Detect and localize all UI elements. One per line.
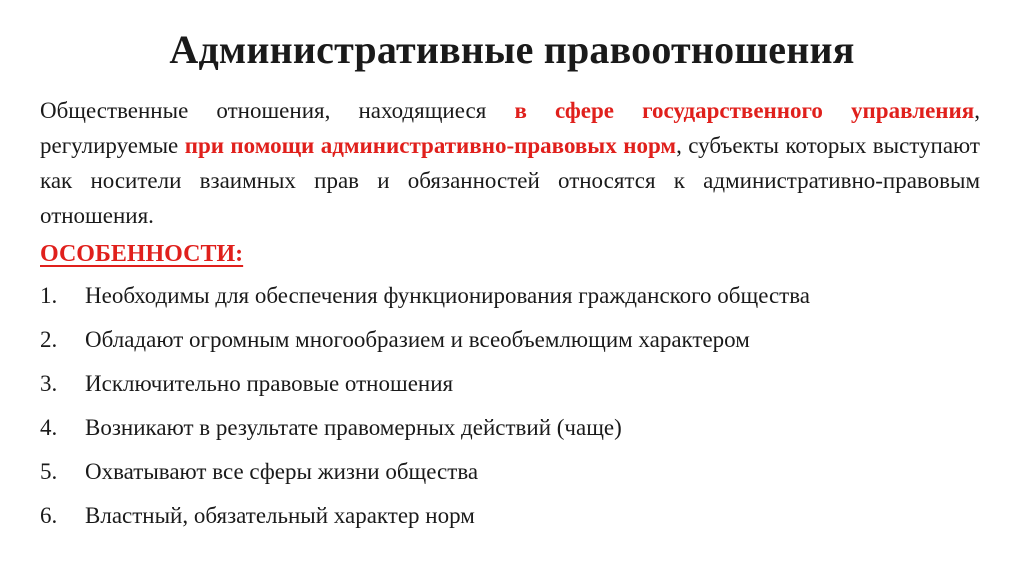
feature-number: 3. bbox=[40, 371, 58, 396]
definition-highlight-sphere: в сфере государственного управления bbox=[514, 98, 975, 123]
features-heading: ОСОБЕННОСТИ: bbox=[40, 241, 244, 267]
feature-item bbox=[40, 323, 1000, 367]
definition-text-part-2: , регулируемые bbox=[40, 98, 981, 158]
feature-item bbox=[40, 499, 1000, 543]
feature-text: Властный, обязательный характер норм bbox=[85, 503, 475, 528]
definition-text-part-1: Общественные отношения, находящиеся bbox=[40, 98, 515, 123]
feature-item bbox=[40, 411, 1000, 455]
feature-text: Исключительно правовые отношения bbox=[85, 371, 454, 396]
slide-title: Административные правоотношения bbox=[169, 27, 855, 72]
definition-paragraph bbox=[40, 93, 980, 233]
features-list bbox=[40, 279, 1000, 543]
definition-highlight-norms: при помощи административно-правовых норм bbox=[184, 133, 677, 158]
feature-number: 2. bbox=[40, 327, 58, 352]
feature-text: Необходимы для обеспечения функционирования гражданского общества bbox=[85, 283, 810, 308]
feature-number: 1. bbox=[40, 283, 58, 308]
feature-number: 5. bbox=[40, 459, 58, 484]
feature-text: Охватывают все сферы жизни общества bbox=[85, 459, 479, 484]
feature-text: Возникают в результате правомерных действий (чаще) bbox=[85, 415, 622, 440]
feature-text: Обладают огромным многообразием и всеобъемлющим характером bbox=[85, 327, 750, 352]
feature-item bbox=[40, 455, 1000, 499]
feature-number: 4. bbox=[40, 415, 58, 440]
feature-item bbox=[40, 279, 1000, 323]
feature-number: 6. bbox=[40, 503, 58, 528]
definition-text-part-3: , субъекты которых выступают как носители взаимных прав и обязанностей относятся к административно-правовым отношения. bbox=[40, 133, 980, 228]
feature-item bbox=[40, 367, 1000, 411]
